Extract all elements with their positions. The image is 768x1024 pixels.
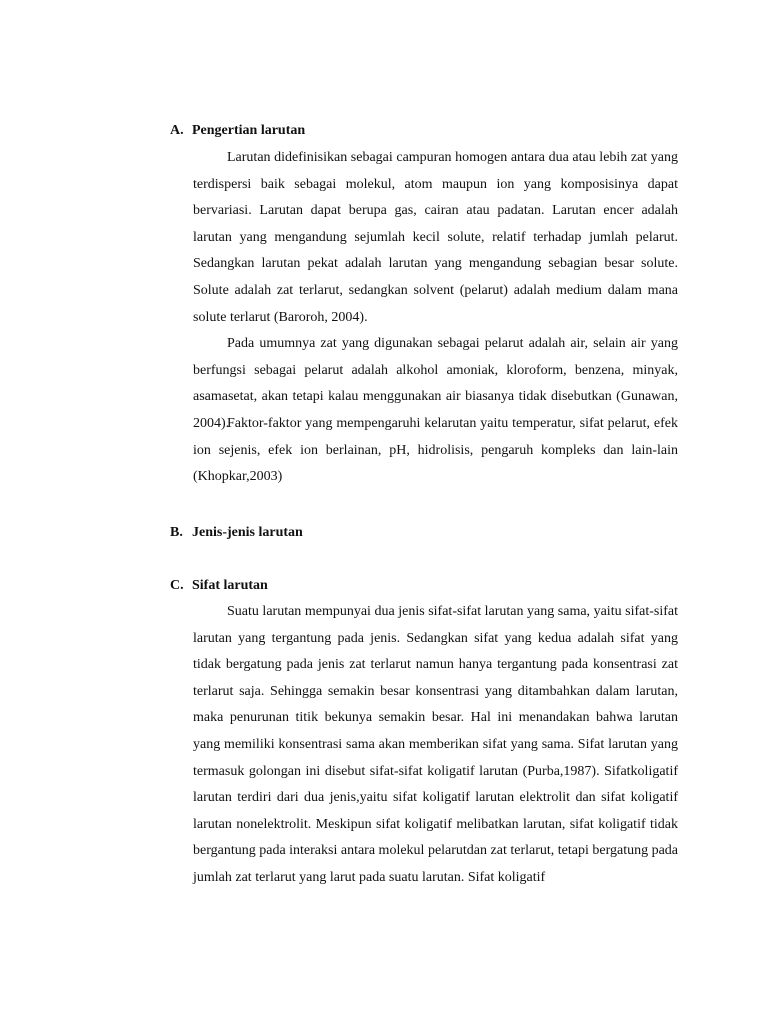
section-a-paragraph-3: Faktor-faktor yang mempengaruhi kelarutan yaitu temperatur, sifat pelarut, efek ion sejenis, efek ion berlainan, pH, hidrolisis, pengaruh kompleks dan lain-lain (Khopkar,2003) bbox=[193, 416, 678, 485]
section-a-title: Pengertian larutan bbox=[192, 123, 306, 138]
section-a-letter: A. bbox=[170, 123, 184, 138]
section-c-letter: C. bbox=[170, 578, 184, 593]
section-a-paragraph-1: Larutan didefinisikan sebagai campuran homogen antara dua atau lebih zat yang terdispersi baik sebagai molekul, atom maupun ion yang komposisinya dapat bervariasi. Larutan dapat berupa gas, cairan atau padatan. Larutan encer adalah larutan yang mengandung sejumlah kecil solute, relatif terhadap jumlah pelarut. Sedangkan larutan pekat adalah larutan yang mengandung sebagian besar solute. Solute adalah zat terlarut, sedangkan solvent (pelarut) adalah medium dalam mana solute terlarut (Baroroh, 2004). bbox=[193, 150, 678, 325]
section-a-paragraph-2: Pada umumnya zat yang digunakan sebagai pelarut adalah air, selain air yang berfungsi sebagai pelarut adalah alkohol amoniak, kloroform, benzena, minyak, asamasetat, akan tetapi kalau menggunakan air biasanya tidak disebutkan (Gunawan, 2004). bbox=[193, 336, 678, 431]
section-b-title: Jenis-jenis larutan bbox=[192, 525, 303, 540]
section-a-heading bbox=[170, 122, 305, 140]
section-b-heading bbox=[170, 524, 303, 542]
section-c-title: Sifat larutan bbox=[192, 578, 268, 593]
section-c-paragraph-1: Suatu larutan mempunyai dua jenis sifat-sifat larutan yang sama, yaitu sifat-sifat larutan yang tergantung pada jenis. Sedangkan sifat yang kedua adalah sifat yang tidak bergatung pada jenis zat terlarut namun hanya tergantung pada konsentrasi zat terlarut saja. Sehingga semakin besar konsentrasi yang ditambahkan dalam larutan, maka penurunan titik bekunya semakin besar. Hal ini menandakan bahwa larutan yang memiliki konsentrasi sama akan memberikan sifat yang sama. Sifat larutan yang termasuk golongan ini disebut sifat-sifat koligatif larutan (Purba,1987). Sifatkoligatif larutan terdiri dari dua jenis,yaitu sifat koligatif larutan elektrolit dan sifat koligatif larutan nonelektrolit. Meskipun sifat koligatif melibatkan larutan, sifat koligatif tidak bergantung pada interaksi antara molekul pelarutdan zat terlarut, tetapi bergatung pada jumlah zat terlarut yang larut pada suatu larutan. Sifat koligatif bbox=[193, 604, 679, 885]
section-b-letter: B. bbox=[170, 525, 183, 540]
section-c-heading bbox=[170, 577, 268, 595]
